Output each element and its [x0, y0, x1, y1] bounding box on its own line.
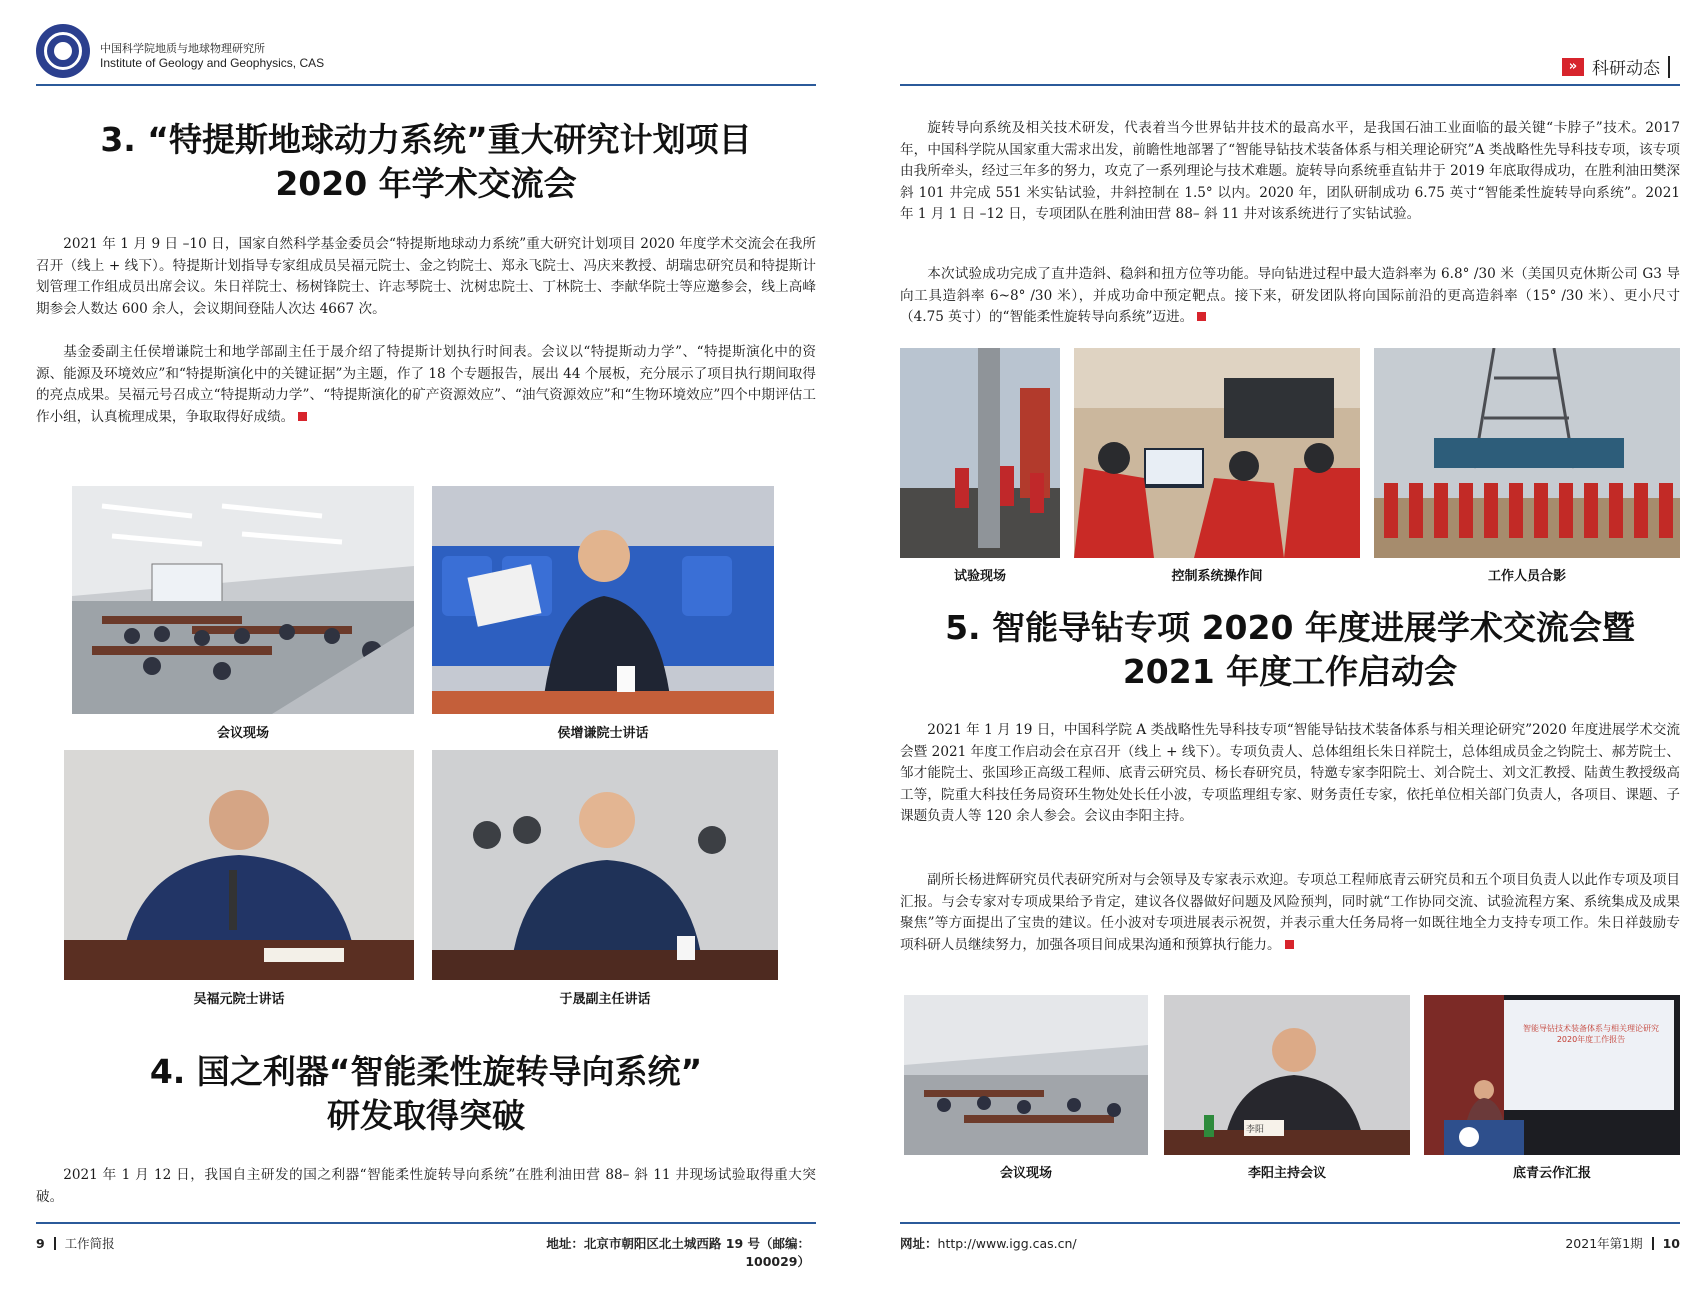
- page-number-left: 9: [36, 1236, 45, 1251]
- end-mark-icon: [298, 412, 307, 421]
- drill-site-illustration: [900, 348, 1060, 558]
- caption-drill-2: 控制系统操作间: [1171, 569, 1263, 584]
- speaker-illustration: [432, 750, 778, 980]
- header-rule: [36, 84, 816, 86]
- article3-title-line2: 2020 年学术交流会: [275, 164, 577, 203]
- website-link[interactable]: http://www.igg.cas.cn/: [937, 1236, 1077, 1251]
- nameplate: 李阳: [1246, 1125, 1265, 1135]
- article3-paragraph-2: 基金委副主任侯增谦院士和地学部副主任于晟介绍了特提斯计划执行时间表。会议以“特提斯动力学”、“特提斯演化中的资源、能源及环境效应”和“特提斯演化中的关键证据”为主题，作了 18 个专题报告，展出 44 个展板，充分展示了项目执行期间取得的亮点成果。吴福元号召成立“特提斯动力学”、“特提斯演化的矿产资源效应”、“油气资源效应”和“生物环境效应”四个中期评估工作小组，认真梳理成果，争取取得好成绩。: [36, 344, 816, 425]
- article4-title: [36, 1050, 816, 1138]
- caption-drill-3: 工作人员合影: [1487, 569, 1566, 584]
- institute-logo-icon: [36, 24, 90, 78]
- photo-yu-speaking: [432, 750, 778, 980]
- footer-separator: [54, 1237, 56, 1250]
- article4-paragraph-1: 2021 年 1 月 12 日，我国自主研发的国之利器“智能柔性旋转导向系统”在胜利油田营 88– 斜 11 井现场试验取得重大突破。: [36, 1167, 816, 1205]
- article3-paragraph-1: 2021 年 1 月 9 日 –10 日，国家自然科学基金委员会“特提斯地球动力系统”重大研究计划项目 2020 年度学术交流会在我所召开（线上 + 线下）。特提斯计划指导专家组成员吴福元院士、金之钧院士、郑永飞院士、冯庆来教授、胡瑞忠研究员和特提斯计划管理工作组成员出席会议。朱日祥院士、杨树锋院士、许志琴院士、沈树忠院士、丁林院士、李献华院士等应邀参会，线上高峰期参会人数达 600 余人，会议期间登陆人次达 4667 次。: [36, 236, 816, 317]
- drilling-rig-illustration: [1374, 348, 1680, 558]
- issue-label: 2021年第1期: [1565, 1236, 1643, 1251]
- footer-rule: [36, 1222, 816, 1224]
- section-tag: [1562, 54, 1670, 79]
- caption-meeting-2: 李阳主持会议: [1247, 1166, 1326, 1181]
- article3-title-line1: 3. “特提斯地球动力系统”重大研究计划项目: [100, 120, 752, 159]
- footer-left: [36, 1234, 115, 1252]
- photo-conference: [904, 995, 1148, 1155]
- photo-team-group: [1374, 348, 1680, 558]
- header-rule-right: [900, 84, 1680, 86]
- section-label: 科研动态: [1592, 59, 1660, 79]
- article4-title-line1: 4. 国之利器“智能柔性旋转导向系统”: [149, 1052, 703, 1091]
- footer-address: 地址：北京市朝阳区北土城西路 19 号（邮编：100029）: [546, 1236, 810, 1269]
- photo-li-yang-chairing: [1164, 995, 1410, 1155]
- footer-brief: 工作简报: [64, 1236, 115, 1251]
- caption-photo-4: 于晟副主任讲话: [559, 992, 651, 1007]
- caption-photo-2: 侯增谦院士讲话: [557, 726, 649, 741]
- end-mark-icon: [1285, 940, 1294, 949]
- article4-title-line2: 研发取得突破: [327, 1096, 525, 1135]
- slide-title: 智能导钻技术装备体系与相关理论研究 2020年度工作报告: [1523, 1024, 1659, 1044]
- section-bar: [1668, 56, 1670, 78]
- control-room-illustration: [1074, 348, 1360, 558]
- caption-meeting-1: 会议现场: [999, 1166, 1052, 1181]
- footer-right: [1410, 1234, 1680, 1252]
- article5-title-line1: 5. 智能导钻专项 2020 年度进展学术交流会暨: [945, 608, 1635, 647]
- photo-control-room: [1074, 348, 1360, 558]
- footer-website: 网址：http://www.igg.cas.cn/: [900, 1236, 1077, 1251]
- speaker-illustration: [432, 486, 774, 714]
- photo-hou-speaking: [432, 486, 774, 714]
- meeting-hall-illustration: [904, 995, 1148, 1155]
- article5-title-line2: 2021 年度工作启动会: [1122, 652, 1458, 691]
- end-mark-icon: [1197, 312, 1206, 321]
- caption-meeting-3: 底青云作汇报: [1512, 1166, 1591, 1181]
- article3-title: [36, 118, 816, 206]
- footer-rule-right: [900, 1222, 1680, 1224]
- institute-name-en: Institute of Geology and Geophysics, CAS: [100, 56, 325, 70]
- caption-drill-1: 试验现场: [953, 569, 1006, 584]
- article5-paragraph-2: 副所长杨进辉研究员代表研究所对与会领导及专家表示欢迎。专项总工程师底青云研究员和五个项目负责人以此作专项及项目汇报。与会专家对专项成果给予肯定，建议各仪器做好问题及风险预判，同时就“工作协同交流、试验流程方案、系统集成及成果聚焦”等方面提出了宝贵的建议。任小波对专项进展表示祝贺，并表示重大任务局将一如既往地全力支持专项工作。朱日祥鼓励专项科研人员继续努力，加强各项目间成果沟通和预算执行能力。: [900, 872, 1680, 953]
- article4-paragraph-2: 旋转导向系统及相关技术研发，代表着当今世界钻井技术的最高水平，是我国石油工业面临的最关键“卡脖子”技术。2017 年，中国科学院从国家重大需求出发，前瞻性地部署了“智能导钻技术装备体系与相关理论研究”A 类战略性先导科技专项，该专项由我所牵头，经过三年多的努力，攻克了一系列理论与技术难题。旋转导向系统垂直钻井于 2019 年底取得成功，在胜利油田樊深斜 101 井完成 551 米实钻试验，井斜控制在 1.5° 以内。2020 年，团队研制成功 6.75 英寸“智能柔性旋转导向系统”。2021 年 1 月 1 日 –12 日，专项团队在胜利油田营 88– 斜 11 井对该系统进行了实钻试验。: [900, 120, 1680, 223]
- photo-di-qingyun-report: [1424, 995, 1680, 1155]
- meeting-hall-illustration: [72, 486, 414, 714]
- caption-photo-3: 吴福元院士讲话: [193, 992, 285, 1007]
- article4-paragraph-3: 本次试验成功完成了直井造斜、稳斜和扭方位等功能。导向钻进过程中最大造斜率为 6.8° /30 米（美国贝克休斯公司 G3 导向工具造斜率 6~8° /30 米），并成功命中预定靶点。接下来，研发团队将向国际前沿的更高造斜率（15° /30 米）、更小尺寸（4.75 英寸）的“智能柔性旋转导向系统”迈进。: [900, 266, 1680, 326]
- article5-paragraph-1: 2021 年 1 月 19 日，中国科学院 A 类战略性先导科技专项“智能导钻技术装备体系与相关理论研究”2020 年度进展学术交流会暨 2021 年度工作启动会在京召开（线上 + 线下）。专项负责人、总体组组长朱日祥院士，总体组成员金之钧院士、郝芳院士、邹才能院士、张国珍正高级工程师、底青云研究员、杨长春研究员，特邀专家李阳院士、刘合院士、刘文汇教授、陆黄生教授级高工等，院重大科技任务局资环生物处处长任小波，专项监理组专家、财务责任专家，依托单位相关部门负责人，各项目、课题、子课题负责人等 120 余人参会。会议由李阳主持。: [900, 722, 1680, 825]
- footer-separator: [1652, 1237, 1654, 1250]
- caption-photo-1: 会议现场: [216, 726, 269, 741]
- presentation-illustration: [1424, 995, 1680, 1155]
- article5-title: [900, 606, 1680, 694]
- speaker-illustration: [1164, 995, 1410, 1155]
- speaker-illustration: [64, 750, 414, 980]
- institute-name-cn: 中国科学院地质与地球物理研究所: [100, 42, 265, 55]
- double-chevron-icon: »: [1562, 58, 1584, 76]
- right-page: [850, 0, 1700, 1290]
- photo-meeting-hall: [72, 486, 414, 714]
- photo-wu-speaking: [64, 750, 414, 980]
- page-number-right: 10: [1662, 1236, 1680, 1251]
- photo-test-site: [900, 348, 1060, 558]
